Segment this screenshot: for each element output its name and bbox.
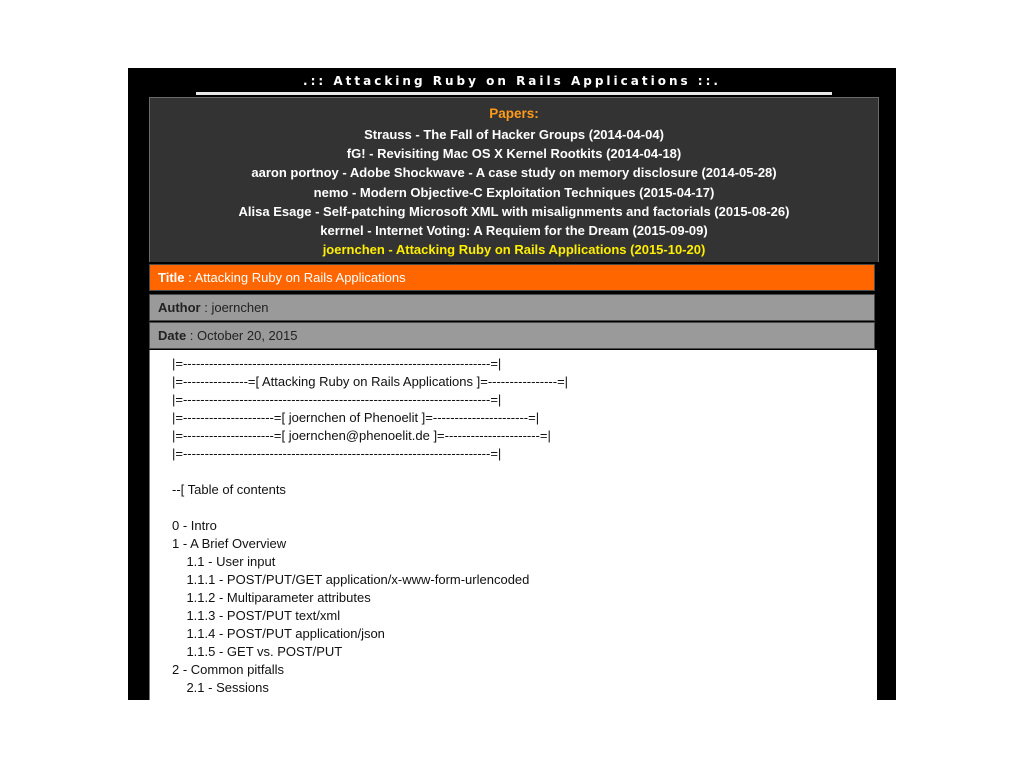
browser-viewport (128, 68, 896, 700)
papers-panel (149, 97, 879, 262)
papers-list (150, 125, 878, 259)
paper-link[interactable]: nemo - Modern Objective-C Exploitation Techniques (2015-04-17) (313, 184, 715, 200)
table-of-contents: --[ Table of contents 0 - Intro 1 - A Brief Overview 1.1 - User input 1.1.1 - POST/PUT/GET application/x-www-form-urlencoded 1.1.2 - Multiparameter attributes 1.1.3 - POST/PUT text/xml 1.1.4 - POST/PUT application/json 1.1.5 - GET vs. POST/PUT 2 - Common pitfalls 2.1 - Sessions (172, 482, 530, 695)
paper-link-current[interactable]: joernchen - Attacking Ruby on Rails Applications (2015-10-20) (322, 242, 706, 258)
title-value: : Attacking Ruby on Rails Applications (184, 270, 406, 285)
title-label: Title (158, 270, 185, 285)
date-value: : October 20, 2015 (186, 328, 298, 343)
article-body (149, 350, 877, 700)
site-title: .:: Attacking Ruby on Rails Applications ::. (303, 74, 721, 88)
article-author-bar (149, 294, 875, 321)
date-label: Date (158, 328, 187, 343)
author-label: Author (158, 300, 201, 315)
article-header-block: |=-----------------------------------------------------------------------=| |=---------------=[ Attacking Ruby on Rails Applications ]=----------------=| |=-----------------------------------------------------------------------=| |=---------------------=[ joernchen of Phenoelit ]=----------------------=| |=---------------------=[ joernchen@phenoelit.de ]=----------------------=| |=-----------------------------------------------------------------------=| (172, 356, 569, 461)
article-title-bar (149, 264, 875, 291)
paper-link[interactable]: aaron portnoy - Adobe Shockwave - A case study on memory disclosure (2014-05-28) (251, 165, 777, 181)
paper-link[interactable]: Alisa Esage - Self-patching Microsoft XML with misalignments and factorials (2015-08-26) (238, 203, 790, 219)
paper-link[interactable]: kerrnel - Internet Voting: A Requiem for the Dream (2015-09-09) (320, 222, 708, 238)
article-date-bar (149, 322, 875, 349)
author-value: : joernchen (200, 300, 269, 315)
papers-heading: Papers: (489, 106, 539, 121)
paper-link[interactable]: fG! - Revisiting Mac OS X Kernel Rootkits (2014-04-18) (346, 146, 682, 162)
paper-link[interactable]: Strauss - The Fall of Hacker Groups (2014-04-04) (364, 127, 664, 142)
title-divider (196, 92, 832, 95)
